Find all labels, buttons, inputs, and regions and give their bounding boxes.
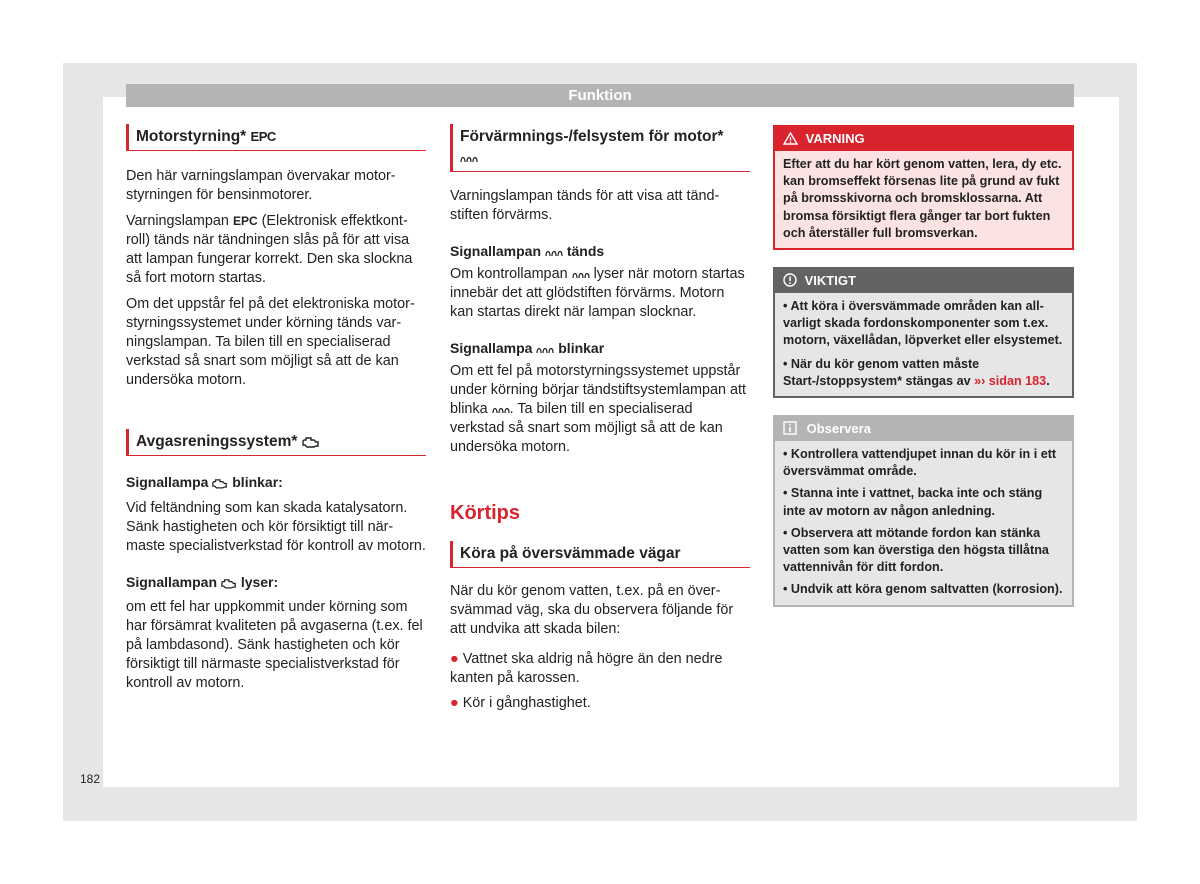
warning-box-header: VARNING (775, 127, 1072, 151)
important-box-header: VIKTIGT (775, 269, 1072, 293)
paragraph: Om det uppstår fel på det elektroniska motorstyrningssystemet under körning tänds varningslampan. Ta bilen till en specialiserad verkstad så snart som möjligt så att de kan undersöka motorn. (126, 296, 415, 388)
subheading: Signallampan tänds (450, 243, 605, 259)
note-box-header: Observera (775, 417, 1072, 441)
chapter-title: Körtips (450, 502, 520, 524)
epc-icon: EPC (232, 214, 258, 228)
paragraph: Om kontrollampan lyser när motorn startas innebär det att glödstiften förvärms. Motorn kan startas direkt när lampan slocknar. (450, 266, 745, 320)
paragraph: Vid feltändning som kan skada katalysatorn. Sänk hastigheten och kör försiktigt till närmaste specialistverkstad för kontroll av motorn. (126, 500, 426, 554)
list-item: ● Kör i gånghastighet. (450, 695, 591, 711)
paragraph: Varningslampan EPC (Elektronisk effektkontroll) tänds när tändningen slås på för att visa att lampan fungerar korrekt. Den ska slockna så fort motorn startas. (126, 213, 413, 286)
note-box (773, 415, 1074, 607)
section-heading-forvarmning: Förvärmnings-/felsystem för motor* (450, 124, 750, 172)
page-reference-link[interactable]: »› sidan 183 (974, 373, 1047, 388)
section-heading-avgasrening: Avgasreningssystem* (126, 429, 426, 456)
column-left (126, 124, 426, 693)
warning-box-body: Efter att du har kört genom vatten, lera, dy etc. kan bromseffekt försenas lite på grund av fukt på bromsskivorna och bromsklossarna. Att bromsa försiktigt flera gånger tar bort fukten och återställer full bromsverkan. (783, 157, 1062, 240)
list-item: • Att köra i översvämmade områden kan allvarligt skada fordonskomponenter som t.ex. motorn, växellådan, löpverket eller elsystemet. (783, 299, 1063, 348)
column-right (773, 125, 1074, 607)
page-number: 182 (80, 772, 101, 786)
subheading: Signallampan lyser: (126, 574, 279, 590)
info-circle-icon (783, 273, 797, 287)
warning-box (773, 125, 1074, 250)
warning-triangle-icon (783, 132, 798, 145)
subheading: Signallampa blinkar (450, 340, 605, 356)
glow-plug-icon (545, 248, 563, 258)
paragraph: Om ett fel på motorstyrningssystemet uppstår under körning börjar tändstiftsystemlampan att blinka . Ta bilen till en specialiserad verkstad så snart som möjligt så att de kan undersöka motorn. (450, 363, 746, 455)
list-item: ● Vattnet ska aldrig nå högre än den nedre kanten på karossen. (450, 651, 723, 686)
subheading: Signallampa blinkar: (126, 474, 283, 490)
engine-icon (302, 435, 320, 448)
glow-plug-icon (572, 270, 590, 280)
list-item: • När du kör genom vatten måste Start-/stoppsystem* stängas av »› sidan 183. (783, 356, 1050, 388)
important-box (773, 267, 1074, 398)
paragraph: Varningslampan tänds för att visa att tändstiften förvärms. (450, 188, 720, 223)
important-box-body (775, 293, 1072, 396)
engine-icon (221, 577, 237, 589)
list-item: • Stanna inte i vattnet, backa inte och stäng inte av motorn av någon anledning. (783, 486, 1043, 518)
section-heading-motorstyrning: Motorstyrning* EPC (126, 124, 426, 151)
section-header-bar: Funktion (126, 84, 1074, 107)
paragraph: När du kör genom vatten, t.ex. på en översvämmad väg, ska du observera följande för att undvika att skada bilen: (450, 583, 734, 637)
glow-plug-icon (460, 154, 478, 164)
section-heading-oversvammade-vagar: Köra på översvämmade vägar (450, 541, 750, 568)
column-middle (450, 124, 750, 713)
list-item: • Kontrollera vattendjupet innan du kör in i ett översvämmat område. (783, 447, 1057, 479)
list-item: • Undvik att köra genom saltvatten (korrosion). (783, 582, 1063, 597)
glow-plug-icon (492, 405, 510, 415)
glow-plug-icon (536, 345, 554, 355)
paragraph: Den här varningslampan övervakar motorstyrningen för bensinmotorer. (126, 168, 396, 203)
engine-icon (212, 477, 228, 489)
list-item: • Observera att mötande fordon kan stänka vatten som kan överstiga den högsta tillåtna vattennivån för ditt fordon. (783, 525, 1049, 575)
note-box-body (775, 441, 1072, 605)
info-square-icon (783, 421, 797, 435)
paragraph: om ett fel har uppkommit under körning som har försämrat kvaliteten på avgaserna (t.ex. fel på lambdasond). Sänk hastigheten och kör försiktigt till närmaste specialistverkstad för kontroll av motorn. (126, 599, 423, 691)
epc-icon: EPC (250, 129, 276, 144)
